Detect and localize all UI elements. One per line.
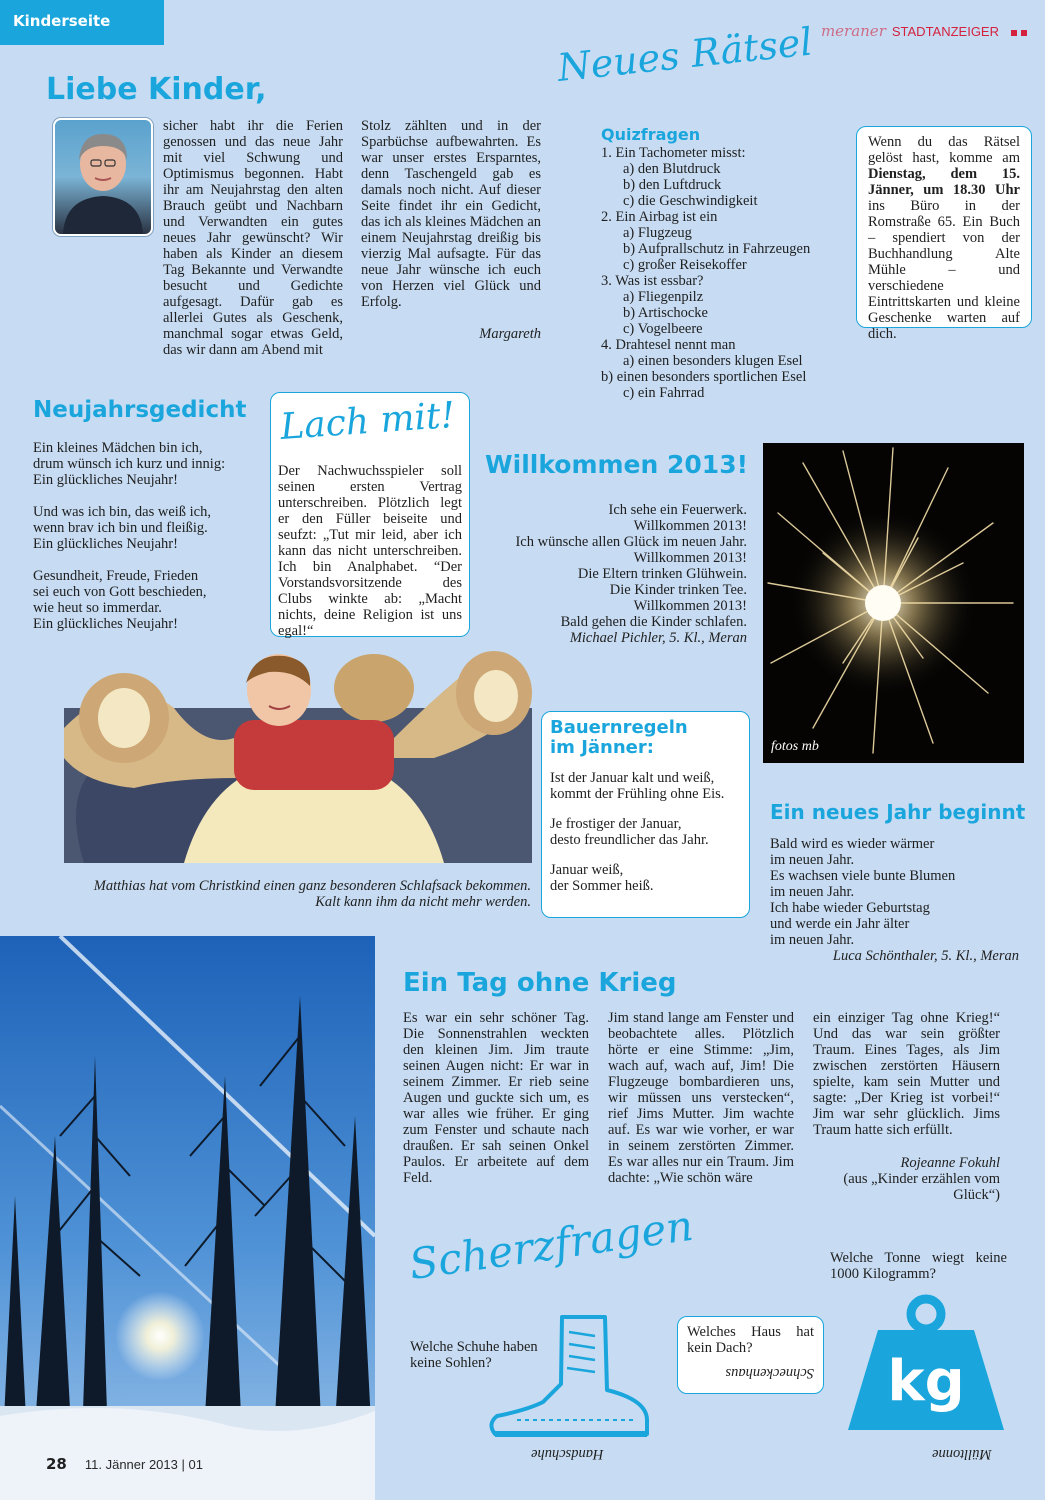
new-year-line: im neuen Jahr. (770, 852, 855, 868)
quiz-line: 3. Was ist essbar? (601, 273, 704, 289)
poem-line: Ein glückliches Neujahr! (33, 536, 178, 552)
issue-date: 11. Jänner 2013 | 01 (84, 1457, 203, 1472)
quiz-line: a) Flugzeug (623, 225, 692, 241)
quiz-line: b) Artischocke (623, 305, 708, 321)
story-col1: Es war ein sehr schöner Tag. Die Sonnenstrahlen weckten den kleinen Jim. Jim traute seinen Augen nicht: Er war in seinem Zimmer. Er rieb seine Augen und guckte sich um, es war alles wie früher. Er ging zum Fenster und schaute nach draußen. Er sah seinen Onkel Paulos. Er arbeitete auf dem Feld. (403, 1010, 589, 1186)
greeting-col1: sicher habt ihr die Ferien genossen und das neue Jahr mit viel Schwung und Optimismus begonnen. Habt ihr am Neujahrstag den alten Brauch geübt und Nachbarn und Verwandten ein gutes neues Jahr gewünscht? Wir haben als Kinder an diesem Tag Bekannte und Verwandte besucht und Gedichte aufgesagt. Dafür gab es allerlei Gutes als Geschenk, manchmal sogar etwas Geld, das wir dann am Abend mit (163, 118, 343, 358)
boot-icon (487, 1312, 652, 1442)
poem-line: Ein glückliches Neujahr! (33, 472, 178, 488)
bear-caption (40, 878, 531, 910)
welcome-line: Ich wünsche allen Glück im neuen Jahr. (515, 534, 747, 550)
riddle-answer-1: Handschuhe (531, 1446, 604, 1462)
weight-label: kg (887, 1349, 965, 1414)
riddle-answer-3: Mülltonne (932, 1446, 992, 1462)
new-year-line: im neuen Jahr. (770, 884, 855, 900)
page-number: 28 (46, 1455, 67, 1473)
new-year-line: Bald wird es wieder wärmer (770, 836, 935, 852)
welcome-line: Ich sehe ein Feuerwerk. (608, 502, 747, 518)
quiz-line: 1. Ein Tachometer misst: (601, 145, 746, 161)
quiz-info-date: Dienstag, dem 15. Jänner, um 18.30 Uhr (868, 166, 1020, 198)
new-year-title: Ein neues Jahr beginnt (770, 800, 1026, 824)
bear-sleepingbag-photo (64, 648, 532, 863)
poem-line: Und was ich bin, das weiß ich, (33, 504, 211, 520)
welcome-line: Willkommen 2013! (633, 598, 747, 614)
welcome-title: Willkommen 2013! (485, 450, 748, 479)
welcome-line: Bald gehen die Kinder schlafen. (560, 614, 747, 630)
quiz-line: c) großer Reisekoffer (623, 257, 747, 273)
story-title: Ein Tag ohne Krieg (403, 968, 677, 998)
brand-caps: STADTANZEIGER (891, 24, 999, 39)
joke-text: Der Nachwuchsspieler soll seinen ersten Vertrag unterschreiben. Plötzlich legt er den Füller beiseite und seufzt: „Tut mir leid, aber ich kann das nicht unterschreiben. Ich bin Analphabet. “Der Vorstandsvorsitzende des Clubs winkte ab: „Macht nichts, deine Religion ist uns egal!“ (278, 463, 462, 639)
quiz-subtitle: Quizfragen (601, 125, 701, 144)
riddle-question-1: Welche Schuhe haben keine Sohlen? (410, 1339, 538, 1371)
farmer-rule-line: der Sommer heiß. (550, 878, 654, 894)
quiz-line: a) Fliegenpilz (623, 289, 704, 305)
farmer-rules-title: Bauernregeln im Jänner: (550, 717, 688, 758)
welcome-poem (470, 502, 747, 646)
bear-caption-line: Matthias hat vom Christkind einen ganz besonderen Schlafsack bekommen. (93, 878, 531, 894)
farmer-rules-box (541, 711, 750, 918)
winter-trees-photo (0, 936, 375, 1500)
poem-line: Ein glückliches Neujahr! (33, 616, 178, 632)
farmer-rule-line: Ist der Januar kalt und weiß, (550, 770, 715, 786)
author-portrait (53, 118, 153, 236)
brand-logo (821, 22, 1027, 42)
farmer-rule-line: kommt der Frühling ohne Eis. (550, 786, 725, 802)
story-col2: Jim stand lange am Fenster und beobachtete alles. Plötzlich hörte er eine Stimme: „Jim, wach auf, wach auf, Jim! Die Flugzeuge bombardieren uns, wir müssen uns verstecken“, rief Jims Mutter. Jim wachte auf. Es war wie vorher, er war in seinem zerstörten Zimmer. Es war alles nur ein Traum. Jim dachte: „Wie schön wäre (608, 1010, 794, 1186)
quiz-list (601, 145, 846, 401)
new-year-line: im neuen Jahr. (770, 932, 855, 948)
story-author: Rojeanne Fokuhl (900, 1155, 1000, 1171)
poem-line: Gesundheit, Freude, Frieden (33, 568, 199, 584)
riddle-answer-2: Schneckenhaus (725, 1365, 814, 1381)
welcome-author: Michael Pichler, 5. Kl., Meran (569, 630, 747, 646)
farmer-rules-text (550, 770, 741, 894)
section-tab-label: Kinderseite (13, 12, 111, 30)
quiz-line: c) die Geschwindigkeit (623, 193, 758, 209)
farmer-rule-line: Je frostiger der Januar, (550, 816, 682, 832)
quiz-line: b) einen besonders sportlichen Esel (601, 369, 807, 385)
quiz-line: b) den Luftdruck (623, 177, 722, 193)
new-year-poem (770, 836, 1019, 964)
quiz-info-post: ins Büro in der Romstraße 65. Ein Buch – spendiert von der Buchhandlung Alte Mühle – und verschiedene Eintrittskarten und kleine Geschenke warten auf dich. (868, 198, 1020, 342)
new-year-line: und werde ein Jahr älter (770, 916, 910, 932)
story-col3: ein einziger Tag ohne Krieg!“ Und das war sein größter Traum. Eines Tages, als Jim zwischen zerstörten Häusern spielte, kam sein Mutter und sagte: „Der Krieg ist vorbei!“ Jim war sehr glücklich. Jims Traum hatte sich erfüllt. (813, 1010, 1000, 1138)
quiz-line: 4. Drahtesel nennt man (601, 337, 736, 353)
fireworks-photo (763, 443, 1024, 763)
poem-title: Neujahrsgedicht (33, 397, 247, 423)
greeting-title: Liebe Kinder, (46, 72, 267, 107)
welcome-line: Willkommen 2013! (633, 518, 747, 534)
welcome-line: Willkommen 2013! (633, 550, 747, 566)
welcome-line: Die Eltern trinken Glühwein. (577, 566, 747, 582)
poem-line: wie heut so immerdar. (33, 600, 162, 616)
joke-box (270, 392, 470, 637)
poem-text (33, 440, 263, 632)
poem-line: Ein kleines Mädchen bin ich, (33, 440, 203, 456)
poem-line: wenn brav ich bin und fleißig. (33, 520, 208, 536)
page-footer (46, 1455, 203, 1474)
photo-credit: fotos mb (771, 739, 819, 754)
quiz-title: Neues Rätsel (555, 19, 815, 90)
joke-title: Lach mit! (279, 394, 457, 449)
new-year-line: Ich habe wieder Geburtstag (770, 900, 930, 916)
section-tab (0, 0, 164, 45)
brand-squares-icon (1011, 23, 1027, 41)
new-year-author: Luca Schönthaler, 5. Kl., Meran (832, 948, 1019, 964)
new-year-line: Es wachsen viele bunte Blumen (770, 868, 956, 884)
riddles-title: Scherzfragen (406, 1200, 697, 1289)
greeting-signature: Margareth (479, 326, 541, 342)
quiz-line: 2. Ein Airbag ist ein (601, 209, 718, 225)
quiz-line: b) Aufprallschutz in Fahrzeugen (623, 241, 811, 257)
riddle-box-2 (677, 1316, 824, 1394)
farmer-rule-line: desto freundlicher das Jahr. (550, 832, 709, 848)
story-source: (aus „Kinder erzählen vom Glück“) (843, 1171, 1000, 1203)
riddle-question-3: Welche Tonne wiegt keine 1000 Kilogramm? (830, 1250, 1007, 1282)
quiz-line: c) Vogelbeere (623, 321, 703, 337)
poem-line: sei euch von Gott beschieden, (33, 584, 207, 600)
riddle-question-2: Welches Haus hat kein Dach? (687, 1324, 814, 1356)
quiz-info-pre: Wenn du das Rätsel gelöst hast, komme am (868, 134, 1020, 166)
quiz-line: a) einen besonders klugen Esel (623, 353, 803, 369)
brand-italic: meraner (820, 22, 886, 40)
quiz-line: c) ein Fahrrad (623, 385, 705, 401)
story-credit (813, 1155, 1000, 1203)
poem-line: drum wünsch ich kurz und innig: (33, 456, 226, 472)
greeting-col2: Stolz zählten und in der Sparbüchse aufbewahrten. Es war unser erstes Ersparntes, denn Taschengeld gab es damals noch nicht. Auf dieser Seite findet ihr ein Gedicht, das ich als kleines Mädchen an einem Neujahrstag dreißig bis vierzig Mal aufsagte. Für das neue Jahr wünsche ich euch von Herzen viel Glück und Erfolg. (361, 118, 541, 310)
quiz-info-box (856, 126, 1032, 342)
welcome-line: Die Kinder trinken Tee. (609, 582, 747, 598)
bear-caption-line: Kalt kann ihm da nicht mehr werden. (315, 894, 531, 910)
farmer-rule-line: Januar weiß, (550, 862, 624, 878)
weight-kg-icon (846, 1292, 1006, 1432)
quiz-line: a) den Blutdruck (623, 161, 721, 177)
